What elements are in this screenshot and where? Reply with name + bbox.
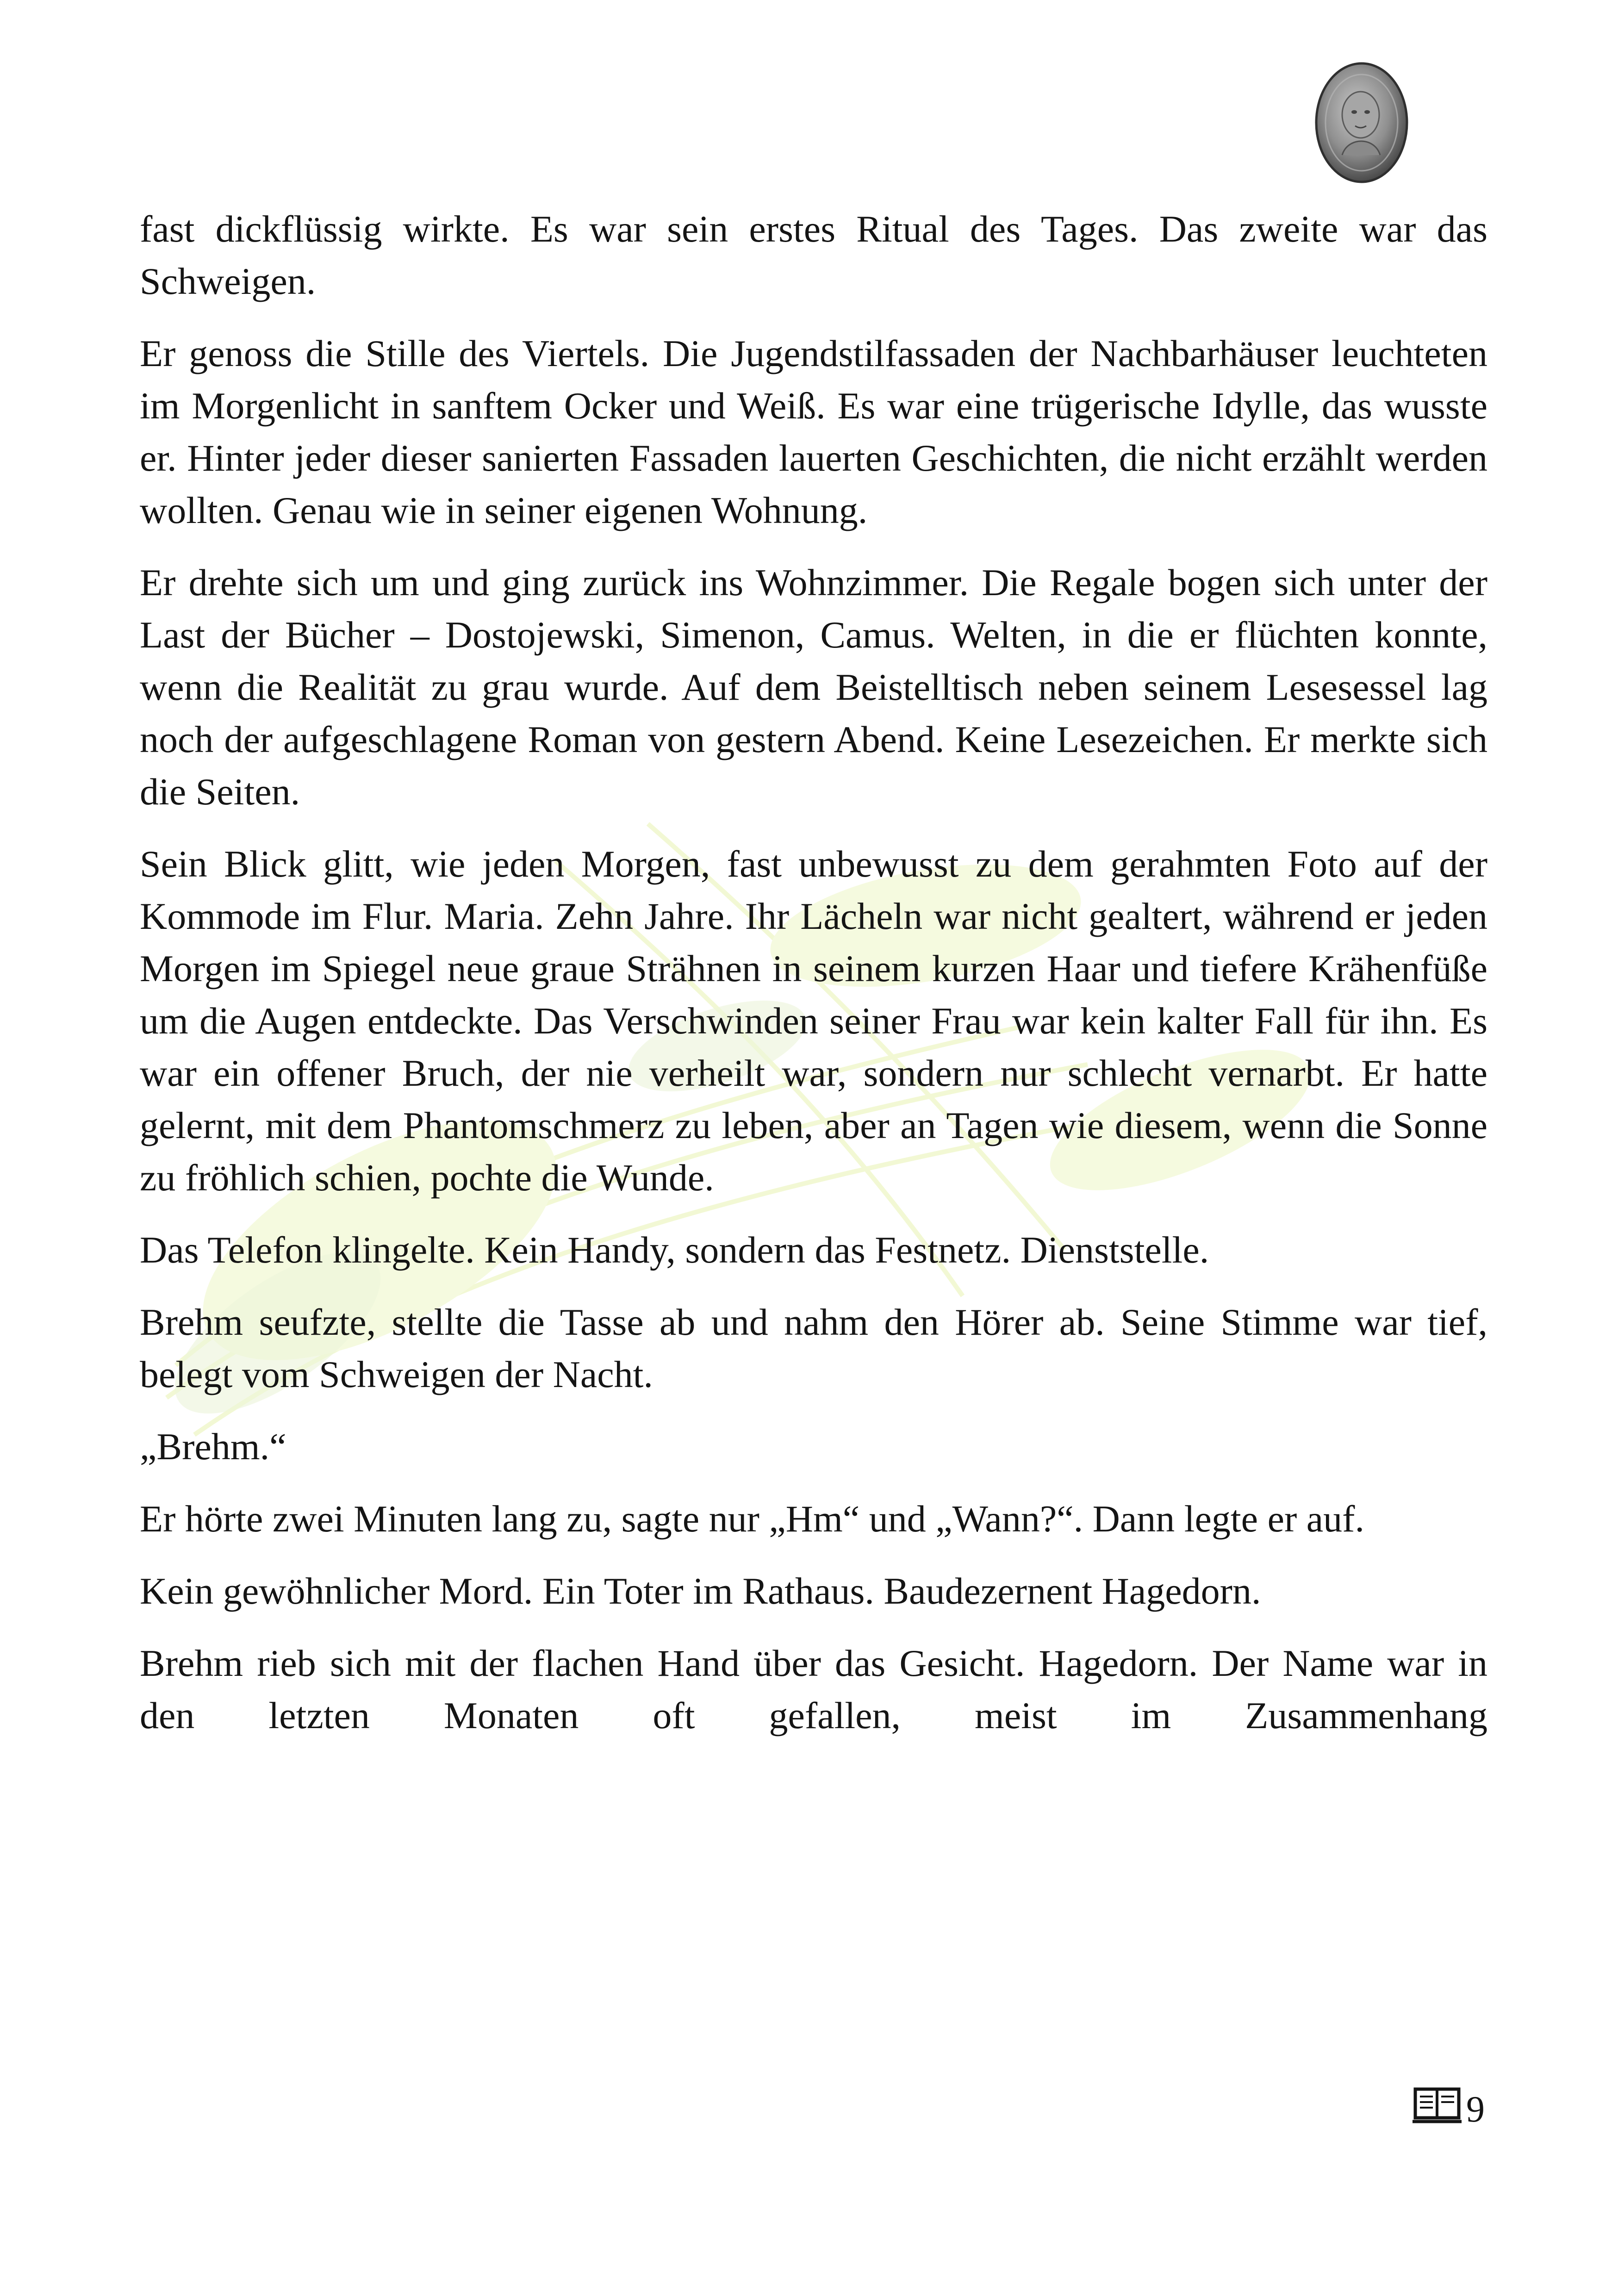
open-book-icon xyxy=(1412,2086,1462,2126)
portrait-medallion-icon xyxy=(1314,60,1409,185)
paragraph: Kein gewöhnlicher Mord. Ein Toter im Rathaus. Baudezernent Hagedorn. xyxy=(140,1570,1261,1612)
paragraph: Er drehte sich um und ging zurück ins Wohnzimmer. Die Regale bogen sich unter der Last der Bücher – Dostojewski, Simenon, Camus. Welten, in die er flüchten konnte, wenn die Realität zu grau wurde. Auf dem Beistelltisch neben seinem Lesesessel lag noch der aufgeschlagene Roman von gestern Abend. Keine Lesezeichen. Er merkte sich die Seiten. xyxy=(140,561,1487,813)
paragraph: Das Telefon klingelte. Kein Handy, sondern das Festnetz. Dienststelle. xyxy=(140,1229,1209,1271)
paragraph: fast dickflüssig wirkte. Es war sein erstes Ritual des Tages. Das zweite war das Schweigen. xyxy=(140,208,1487,302)
paragraph: Brehm seufzte, stellte die Tasse ab und nahm den Hörer ab. Seine Stimme war tief, belegt vom Schweigen der Nacht. xyxy=(140,1301,1487,1395)
paragraph: Brehm rieb sich mit der flachen Hand über das Gesicht. Hagedorn. Der Name war in den letzten Monaten oft gefallen, meist im Zusammenhang xyxy=(140,1642,1487,1736)
body-text xyxy=(140,203,1487,1742)
page-number: 9 xyxy=(1466,2089,1485,2130)
paragraph: „Brehm.“ xyxy=(140,1425,286,1468)
page-footer xyxy=(1412,2083,1504,2134)
paragraph: Sein Blick glitt, wie jeden Morgen, fast unbewusst zu dem gerahmten Foto auf der Kommode im Flur. Maria. Zehn Jahre. Ihr Lächeln war nicht gealtert, während er jeden Morgen im Spiegel neue graue Strähnen in seinem kurzen Haar und tiefere Krähenfüße um die Augen entdeckte. Das Verschwinden seiner Frau war kein kalter Fall für ihn. Es war ein offener Bruch, der nie verheilt war, sondern nur schlecht vernarbt. Er hatte gelernt, mit dem Phantomschmerz zu leben, aber an Tagen wie diesem, wenn die Sonne zu fröhlich schien, pochte die Wunde. xyxy=(140,843,1487,1199)
paragraph: Er genoss die Stille des Viertels. Die Jugendstilfassaden der Nachbarhäuser leuchteten im Morgenlicht in sanftem Ocker und Weiß. Es war eine trügerische Idylle, das wusste er. Hinter jeder dieser sanierten Fassaden lauerten Geschichten, die nicht erzählt werden wollten. Genau wie in seiner eigenen Wohnung. xyxy=(140,332,1487,531)
paragraph: Er hörte zwei Minuten lang zu, sagte nur „Hm“ und „Wann?“. Dann legte er auf. xyxy=(140,1498,1364,1540)
